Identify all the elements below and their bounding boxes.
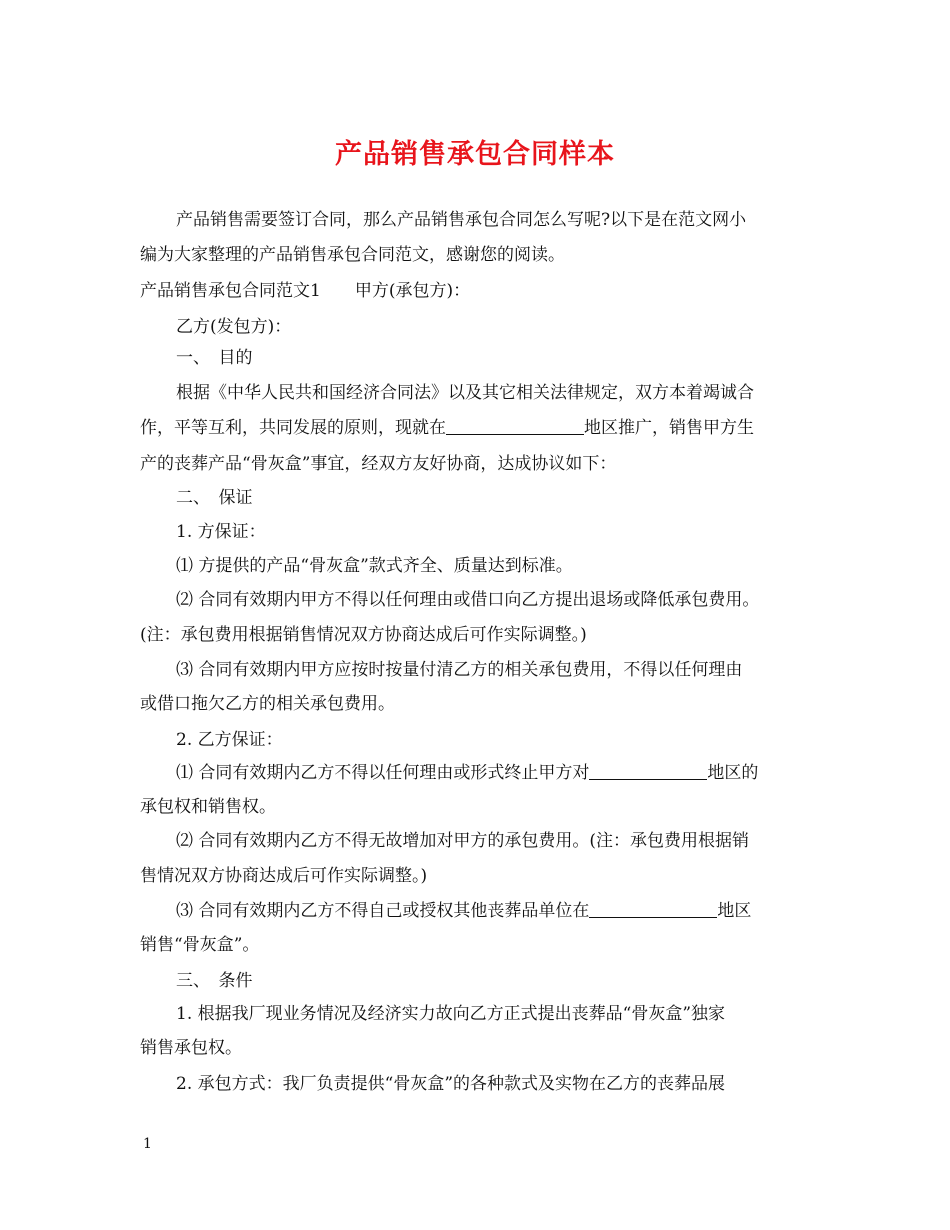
paragraph-line: ⑵ 合同有效期内乙方不得无故增加对甲方的承包费用。(注：承包费用根据销 xyxy=(176,831,750,851)
paragraph-line: 产品销售需要签订合同，那么产品销售承包合同怎么写呢?以下是在范文网小 xyxy=(176,210,747,230)
line-text: 作，平等互利，共同发展的原则，现就在 xyxy=(140,418,446,438)
fill-in-blank xyxy=(589,763,707,780)
paragraph-line: ⑴ 方提供的产品“骨灰盒”款式齐全、质量达到标准。 xyxy=(176,556,573,576)
paragraph-line: 2. 承包方式：我厂负责提供“骨灰盒”的各种款式及实物在乙方的丧葬品展 xyxy=(176,1074,726,1094)
line-text: ⑴ 合同有效期内乙方不得以任何理由或形式终止甲方对 xyxy=(176,763,590,783)
line-text: 地区推广，销售甲方生 xyxy=(584,418,754,438)
paragraph-line: (注：承包费用根据销售情况双方协商达成后可作实际调整。) xyxy=(140,625,587,645)
paragraph-line xyxy=(140,416,820,440)
line-text: 地区 xyxy=(717,901,752,921)
document-title: 产品销售承包合同样本 xyxy=(335,139,615,170)
section-heading: 二、 保证 xyxy=(176,488,253,508)
section-heading: 一、 目的 xyxy=(176,348,253,368)
fill-in-blank xyxy=(589,901,717,918)
paragraph-line: 产的丧葬产品“骨灰盒”事宜，经双方友好协商，达成协议如下： xyxy=(140,454,617,474)
paragraph-line: 销售承包权。 xyxy=(140,1038,242,1058)
paragraph-line: 2. 乙方保证： xyxy=(176,730,283,750)
paragraph-line: 承包权和销售权。 xyxy=(140,797,276,817)
paragraph-line: ⑵ 合同有效期内甲方不得以任何理由或借口向乙方提出退场或降低承包费用。 xyxy=(176,590,760,610)
section-heading: 三、 条件 xyxy=(176,971,253,991)
page-number: 1 xyxy=(143,1136,152,1152)
line-text: ⑶ 合同有效期内乙方不得自己或授权其他丧葬品单位在 xyxy=(176,901,590,921)
paragraph-line: 1. 根据我厂现业务情况及经济实力故向乙方正式提出丧葬品“骨灰盒”独家 xyxy=(176,1004,726,1024)
paragraph-line: ⑶ 合同有效期内甲方应按时按量付清乙方的相关承包费用，不得以任何理由 xyxy=(176,660,743,680)
paragraph-line: 产品销售承包合同范文1 甲方(承包方)： xyxy=(140,281,471,301)
paragraph-line: 销售“骨灰盒”。 xyxy=(140,935,260,955)
paragraph-line: 或借口拖欠乙方的相关承包费用。 xyxy=(140,694,395,714)
paragraph-line: 售情况双方协商达成后可作实际调整。) xyxy=(140,866,428,886)
paragraph-line: 乙方(发包方)： xyxy=(176,317,292,337)
line-text: 地区的 xyxy=(707,763,759,783)
paragraph-line: 编为大家整理的产品销售承包合同范文，感谢您的阅读。 xyxy=(140,245,565,265)
fill-in-blank xyxy=(446,418,584,435)
paragraph-line xyxy=(176,899,816,923)
paragraph-line: 1. 方保证： xyxy=(176,522,266,542)
paragraph-line xyxy=(176,761,816,785)
paragraph-line: 根据《中华人民共和国经济合同法》以及其它相关法律规定，双方本着竭诚合 xyxy=(176,383,754,403)
